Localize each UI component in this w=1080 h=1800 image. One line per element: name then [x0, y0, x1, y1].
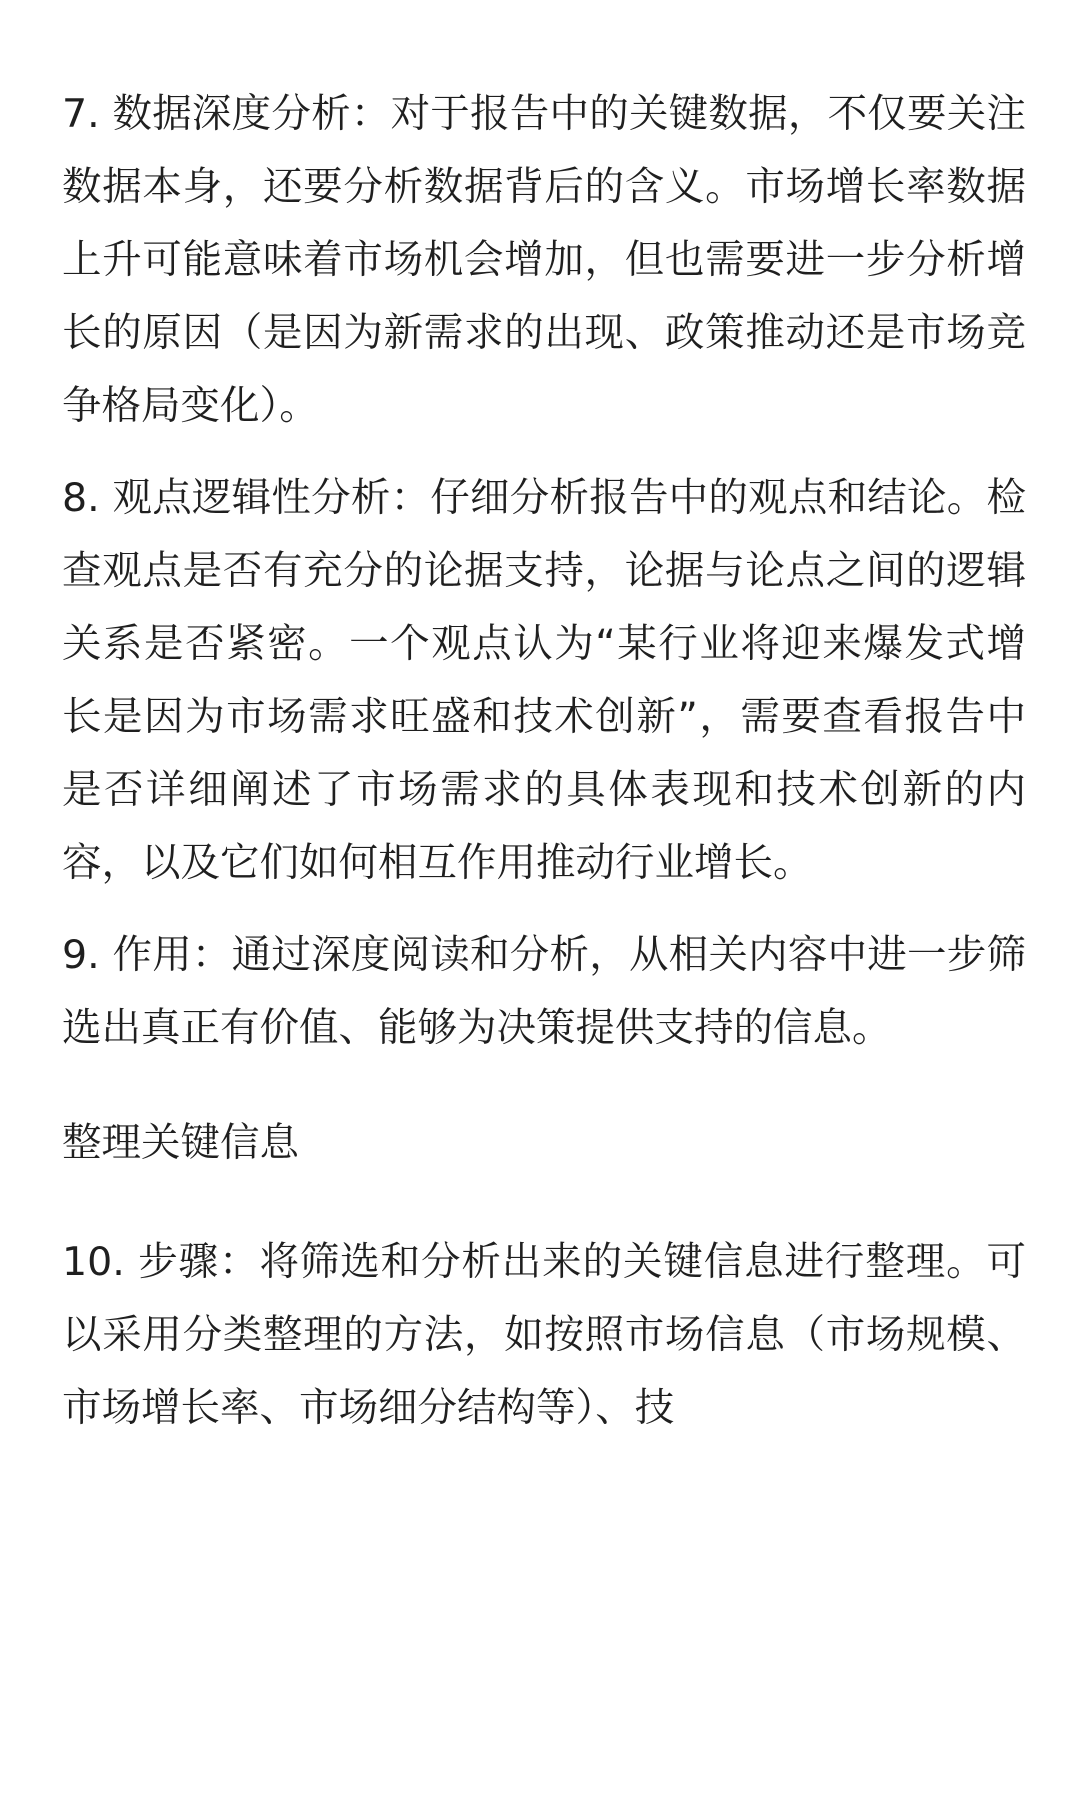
section-heading-organize-key-info: 整理关键信息: [62, 1120, 299, 1166]
paragraph-viewpoint-logic-analysis: 8. 观点逻辑性分析：仔细分析报告中的观点和结论。检查观点是否有充分的论据支持，论据与论点之间的逻辑关系是否紧密。一个观点认为“某行业将迎来爆发式增长是因为市场需求旺盛和技术创新”，需要查看报告中是否详细阐述了市场需求的具体表现和技术创新的内容，以及它们如何相互作用推动行业增长。: [62, 475, 1026, 886]
article-body: [62, 78, 1026, 1445]
paragraph-data-depth-analysis: 7. 数据深度分析：对于报告中的关键数据，不仅要关注数据本身，还要分析数据背后的含义。市场增长率数据上升可能意味着市场机会增加，但也需要进一步分析增长的原因（是因为新需求的出现、政策推动还是市场竞争格局变化）。: [62, 91, 1026, 429]
paragraph-steps: 10. 步骤：将筛选和分析出来的关键信息进行整理。可以采用分类整理的方法，如按照市场信息（市场规模、市场增长率、市场细分结构等）、技: [62, 1239, 1026, 1431]
paragraph-purpose: 9. 作用：通过深度阅读和分析，从相关内容中进一步筛选出真正有价值、能够为决策提供支持的信息。: [62, 932, 1026, 1051]
